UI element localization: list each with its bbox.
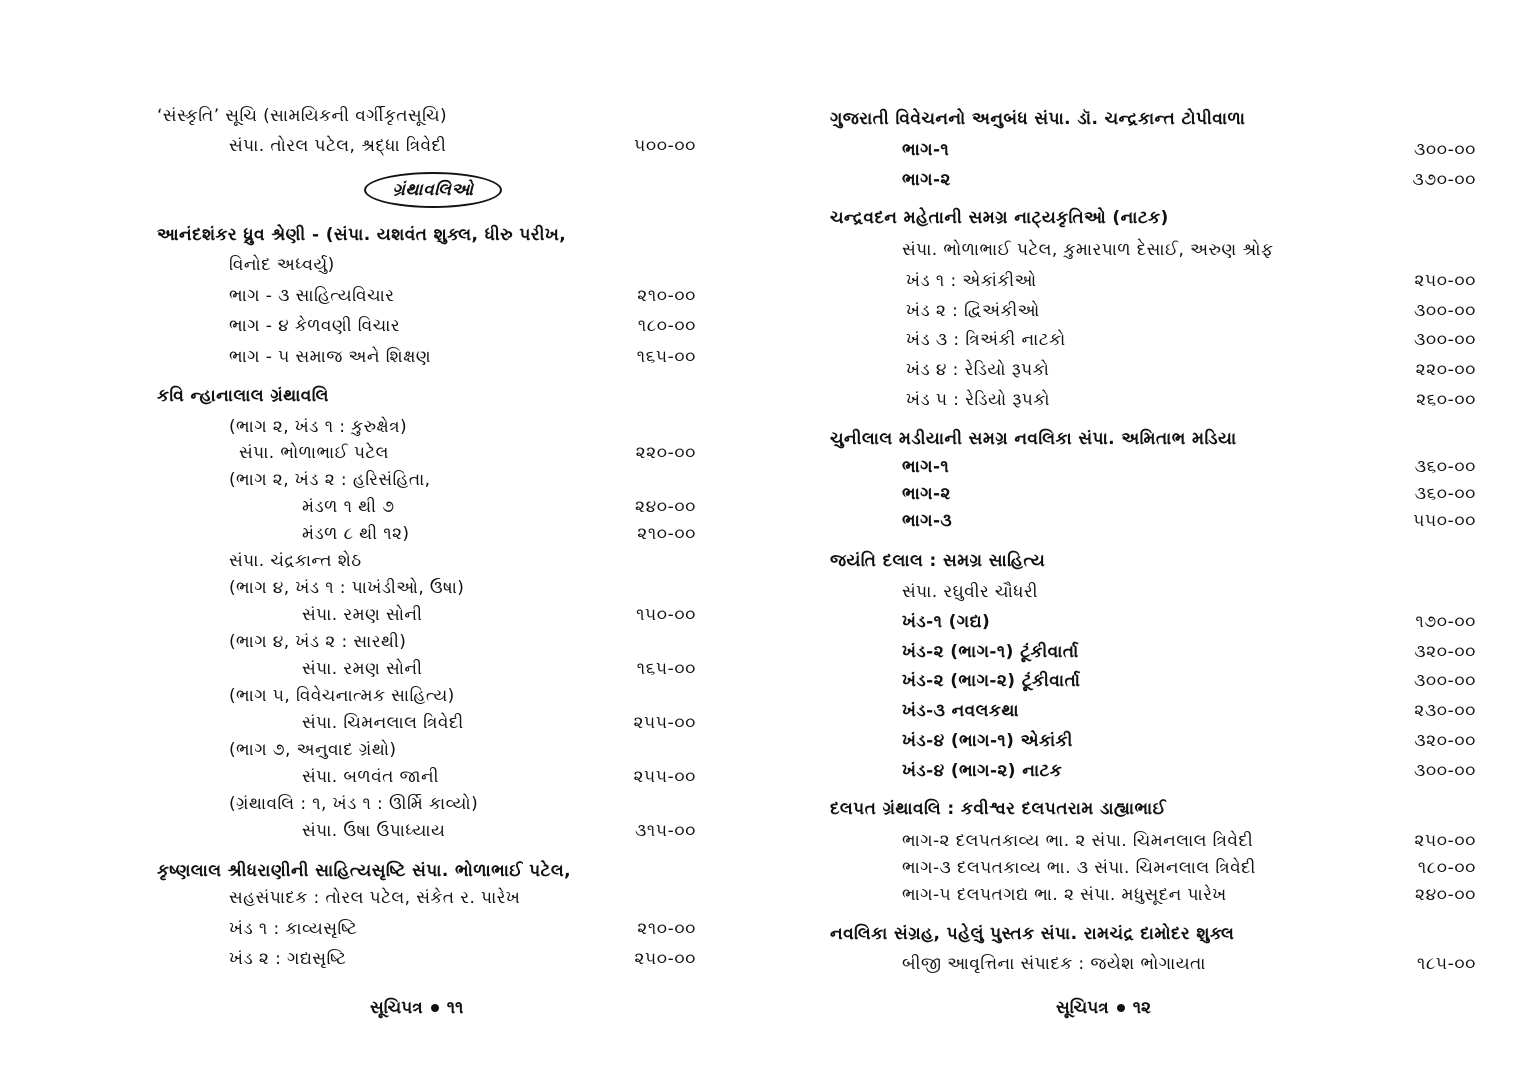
- entry-price: ૩૦૦-૦૦: [1414, 330, 1476, 350]
- entry-text: કવિ ન્હાનાલાલ ગ્રંથાવલિ: [157, 386, 329, 406]
- entry-price: ૨૬૦-૦૦: [1416, 390, 1476, 410]
- entry-text: ભાગ - ૪ કેળવણી વિચાર: [229, 316, 400, 336]
- entry-price: ૧૬૫-૦૦: [636, 347, 696, 367]
- entry-text: ખંડ ૧ : એકાંકીઓ: [906, 271, 1037, 291]
- entry-text: ખંડ ૩ : ત્રિઅંકી નાટકો: [906, 330, 1066, 350]
- left-footer: [370, 998, 463, 1018]
- entry-text: સંપા. રમણ સોની: [302, 659, 423, 679]
- entry-text: (ગ્રંથાવલિ : ૧, ખંડ ૧ : ઊર્મિ કાવ્યો): [229, 794, 479, 814]
- right-page: [768, 0, 1536, 1086]
- entry-text: કૃષ્ણલાલ શ્રીધરાણીની સાહિત્યસૃષ્ટિ સંપા. ભોળાભાઈ પટેલ,: [157, 861, 571, 881]
- entry-price: ૩૦૦-૦૦: [1414, 671, 1476, 691]
- entry-text: (ભાગ ૪, ખંડ ૧ : પાખંડીઓ, ઉષા): [229, 578, 465, 598]
- section-heading-badge: [364, 172, 502, 208]
- entry-price: ૫૫૦-૦૦: [1413, 511, 1476, 531]
- entry-price: ૩૦૦-૦૦: [1414, 761, 1476, 781]
- entry-price: ૧૮૦-૦૦: [637, 316, 696, 336]
- footer-title: સૂચિપત્ર: [370, 998, 423, 1018]
- entry-text: (ભાગ ૫, વિવેચનાત્મક સાહિત્ય): [229, 686, 455, 706]
- entry-price: ૨૫૦-૦૦: [1414, 271, 1476, 291]
- entry-price: ૧૮૫-૦૦: [1416, 954, 1476, 974]
- entry-text: જયંતિ દલાલ : સમગ્ર સાહિત્ય: [830, 551, 1046, 571]
- entry-price: ૨૫૦-૦૦: [1414, 831, 1476, 851]
- entry-price: ૨૫૫-૦૦: [633, 767, 696, 787]
- entry-text: મંડળ ૮ થી ૧૨): [302, 524, 410, 544]
- entry-price: ૩૭૦-૦૦: [1412, 170, 1476, 190]
- entry-price: ૨૩૦-૦૦: [1414, 701, 1476, 721]
- footer-title: સૂચિપત્ર: [1056, 998, 1109, 1018]
- entry-text: (ભાગ ૪, ખંડ ૨ : સારથી): [229, 632, 407, 652]
- entry-text: ચુનીલાલ મડીયાની સમગ્ર નવલિકા સંપા. અમિતાભ મડિયા: [830, 429, 1237, 449]
- entry-text: સંપા. ચિમનલાલ ત્રિવેદી: [302, 713, 464, 733]
- entry-text: ભાગ-૧: [902, 140, 950, 160]
- entry-text: (ભાગ ૭, અનુવાદ ગ્રંથો): [229, 740, 397, 760]
- entry-text: સંપા. રઘુવીર ચૌધરી: [902, 582, 1038, 602]
- entry-text: ખંડ-૩ નવલકથા: [902, 701, 1019, 721]
- bullet-icon: [1117, 1004, 1125, 1012]
- page-number: ૧૧: [446, 998, 464, 1018]
- entry-price: ૩૬૦-૦૦: [1414, 484, 1476, 504]
- entry-text: ભાગ-૧: [902, 457, 950, 477]
- entry-text: બીજી આવૃત્તિના સંપાદક : જયેશ ભોગાયતા: [902, 954, 1206, 974]
- entry-text: ભાગ-૨: [902, 484, 951, 504]
- entry-price: ૫૦૦-૦૦: [634, 136, 696, 156]
- entry-text: ખંડ-૨ (ભાગ-૨) ટૂંકીવાર્તા: [902, 671, 1081, 691]
- entry-price: ૩૨૦-૦૦: [1414, 642, 1476, 662]
- entry-text: ખંડ ૪ : રેડિયો રૂપકો: [906, 360, 1050, 380]
- entry-text: ભાગ - ૫ સમાજ અને શિક્ષણ: [229, 347, 432, 367]
- entry-text: સંપા. ઉષા ઉપાધ્યાય: [302, 821, 446, 841]
- entry-text: ગુજરાતી વિવેચનનો અનુબંધ સંપા. ડૉ. ચન્દ્રકાન્ત ટોપીવાળા: [830, 109, 1246, 129]
- entry-price: ૨૧૦-૦૦: [637, 919, 696, 939]
- entry-text: સંપા. ભોળાભાઈ પટેલ: [239, 443, 389, 463]
- entry-price: ૩૬૦-૦૦: [1414, 457, 1476, 477]
- entry-text: ખંડ ૨ : દ્વિઅંકીઓ: [906, 301, 1040, 321]
- entry-price: ૧૮૦-૦૦: [1417, 858, 1476, 878]
- entry-text: ભાગ-૨ દલપતકાવ્ય ભા. ૨ સંપા. ચિમનલાલ ત્રિવેદી: [902, 831, 1254, 851]
- entry-text: ચન્દ્રવદન મહેતાની સમગ્ર નાટ્યકૃતિઓ (નાટક): [830, 208, 1169, 228]
- entry-price: ૨૧૦-૦૦: [637, 524, 696, 544]
- entry-price: ૨૫૦-૦૦: [634, 949, 696, 969]
- entry-price: ૧૫૦-૦૦: [636, 605, 696, 625]
- entry-text: ખંડ-૨ (ભાગ-૧) ટૂંકીવાર્તા: [902, 642, 1079, 662]
- entry-text: ‘સંસ્કૃતિ’ સૂચિ (સામયિકની વર્ગીકૃતસૂચિ): [157, 106, 447, 126]
- section-heading: ગ્રંથાવલિઓ: [392, 180, 474, 200]
- entry-text: આનંદશંકર ધ્રુવ શ્રેણી - (સંપા. યશવંત શુક્લ, ધીરુ પરીખ,: [157, 225, 567, 245]
- entry-price: ૨૫૫-૦૦: [633, 713, 696, 733]
- entry-text: (ભાગ ૨, ખંડ ૧ : કુરુક્ષેત્ર): [229, 417, 408, 437]
- entry-price: ૩૦૦-૦૦: [1414, 140, 1476, 160]
- entry-price: ૨૨૦-૦૦: [1415, 360, 1476, 380]
- entry-text: ભાગ-૩ દલપતકાવ્ય ભા. ૩ સંપા. ચિમનલાલ ત્રિવેદી: [902, 858, 1256, 878]
- entry-text: ખંડ-૪ (ભાગ-૨) નાટક: [902, 761, 1063, 781]
- entry-price: ૩૧૫-૦૦: [634, 821, 696, 841]
- entry-text: સંપા. ચંદ્રકાન્ત શેઠ: [229, 551, 362, 571]
- bullet-icon: [431, 1004, 439, 1012]
- entry-text: સંપા. ભોળાભાઈ પટેલ, કુમારપાળ દેસાઈ, અરુણ શ્રોફ: [902, 240, 1274, 260]
- entry-price: ૨૧૦-૦૦: [637, 286, 696, 306]
- entry-text: ખંડ-૧ (ગદ્ય): [902, 612, 991, 632]
- entry-text: સંપા. તોરલ પટેલ, શ્રદ્ધા ત્રિવેદી: [229, 136, 447, 156]
- entry-price: ૨૪૦-૦૦: [1415, 885, 1476, 905]
- entry-text: દલપત ગ્રંથાવલિ : કવીશ્વર દલપતરામ ડાહ્યાભાઈ: [830, 799, 1167, 819]
- page-number: ૧૨: [1132, 998, 1152, 1018]
- entry-text: (ભાગ ૨, ખંડ ૨ : હરિસંહિતા,: [229, 470, 431, 490]
- entry-text: ભાગ - ૩ સાહિત્યવિચાર: [229, 286, 395, 306]
- entry-text: મંડળ ૧ થી ૭: [302, 497, 395, 517]
- entry-price: ૩૦૦-૦૦: [1414, 301, 1476, 321]
- entry-price: ૨૨૦-૦૦: [635, 443, 696, 463]
- entry-text: સંપા. રમણ સોની: [302, 605, 423, 625]
- entry-price: ૧૬૫-૦૦: [636, 659, 696, 679]
- entry-text: ખંડ ૫ : રેડિયો રૂપકો: [906, 390, 1050, 410]
- entry-text: સહસંપાદક : તોરલ પટેલ, સંકેત ર. પારેખ: [229, 888, 521, 908]
- entry-text: ભાગ-૫ દલપતગદ્ય ભા. ૨ સંપા. મધુસૂદન પારેખ: [902, 885, 1227, 905]
- entry-text: નવલિકા સંગ્રહ, પહેલું પુસ્તક સંપા. રામચંદ્ર દામોદર શુક્લ: [830, 924, 1235, 944]
- right-footer: [1056, 998, 1151, 1018]
- entry-price: ૨૪૦-૦૦: [635, 497, 696, 517]
- entry-text: વિનોદ અધ્વર્યુ): [229, 255, 335, 275]
- entry-text: ભાગ-૨: [902, 170, 951, 190]
- entry-text: ખંડ ૨ : ગદ્યસૃષ્ટિ: [229, 949, 347, 969]
- entry-text: ભાગ-૩: [902, 511, 953, 531]
- entry-price: ૧૭૦-૦૦: [1415, 612, 1476, 632]
- entry-text: ખંડ-૪ (ભાગ-૧) એકાંકી: [902, 731, 1073, 751]
- entry-text: ખંડ ૧ : કાવ્યસૃષ્ટિ: [229, 919, 358, 939]
- entry-price: ૩૨૦-૦૦: [1414, 731, 1476, 751]
- entry-text: સંપા. બળવંત જાની: [302, 767, 439, 787]
